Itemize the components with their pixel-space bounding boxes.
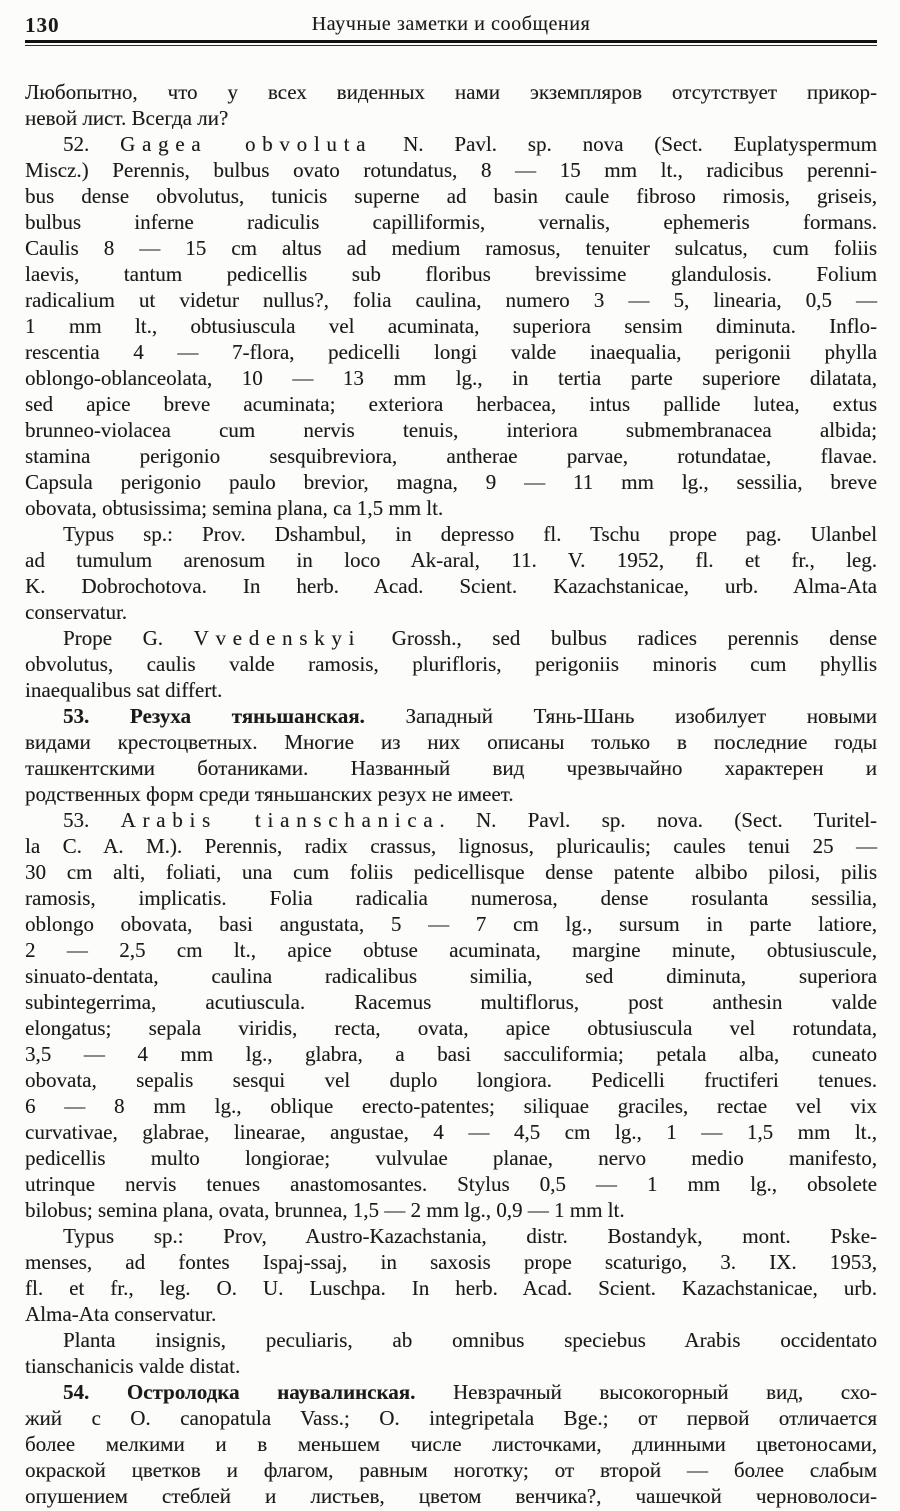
- species-authority: N. Pavl. sp. nova (Sect. Euplatyspermum: [372, 132, 878, 156]
- paragraph-53-rezukha-russian: [25, 703, 877, 807]
- text-line: Alma-Ata conservatur.: [25, 1302, 217, 1326]
- text-line: 1 mm lt., obtusiuscula vel acuminata, superiora sensim diminuta. Inflo-: [25, 314, 877, 338]
- text-line: ташкентскими ботаниками. Названный вид чрезвычайно характерен и: [25, 756, 877, 780]
- paragraph-53-arabis-tianschanica: [25, 807, 877, 1223]
- paragraph-54-ostrolodka-russian: [25, 1379, 877, 1509]
- text-line: utrinque nervis tenues anastomosantes. Stylus 0,5 — 1 mm lg., obsolete: [25, 1172, 877, 1196]
- text-line: obovata, sepalis sesqui vel duplo longiora. Pedicelli fructiferi tenues.: [25, 1068, 877, 1092]
- text-line: conservatur.: [25, 600, 128, 624]
- text-line: [25, 625, 877, 651]
- text-line: la C. A. M.). Perennis, radix crassus, lignosus, pluricaulis; caules tenui 25 —: [25, 834, 877, 858]
- paragraph-continuation: [25, 79, 877, 131]
- species-russian-name: 54. Остролодка наувалинская.: [63, 1380, 416, 1404]
- text-line: 3,5 — 4 mm lg., glabra, a basi sacculiformia; petala alba, cuneato: [25, 1042, 877, 1066]
- text-line: rescentia 4 — 7-flora, pedicelli longi valde inaequalia, perigonii phylla: [25, 340, 877, 364]
- page-header: [25, 13, 877, 35]
- text-segment: Западный Тянь-Шань изобилует новыми: [364, 704, 877, 728]
- text-line: stamina perigonio sesquibreviora, antherae parvae, rotundatae, flavae.: [25, 444, 877, 468]
- species-heading-line: [25, 1379, 877, 1405]
- species-number: 52.: [63, 132, 121, 156]
- text-line: obovata, obtusissima; semina plana, ca 1,5 mm lt.: [25, 496, 444, 520]
- species-authority: . N. Pavl. sp. nova. (Sect. Turitel-: [439, 808, 877, 832]
- text-line: K. Dobrochotova. In herb. Acad. Scient. Kazachstanicae, urb. Alma-Ata: [25, 574, 877, 598]
- text-line: Miscz.) Perennis, bulbus ovato rotundatus, 8 — 15 mm lt., radicibus perenni-: [25, 158, 877, 182]
- text-line: Любопытно, что у всех виденных нами экземпляров отсутствует прикор-: [25, 80, 877, 104]
- text-line: 2 — 2,5 cm lt., apice obtuse acuminata, margine minute, obtusiuscule,: [25, 938, 877, 962]
- text-line: окраской цветков и флагом, равным ноготку; от второй — более слабым: [25, 1458, 877, 1482]
- text-line: menses, ad fontes Ispaj-ssaj, in saxosis prope scaturigo, 3. IX. 1953,: [25, 1250, 877, 1274]
- paragraph-typus-arabis: [25, 1223, 877, 1327]
- paragraph-typus-gagea: [25, 521, 877, 625]
- paragraph-52-gagea-obvoluta: [25, 131, 877, 521]
- text-line: tianschanicis valde distat.: [25, 1354, 241, 1378]
- text-line: bus dense obvolutus, tunicis superne ad basin caule fibroso rimosis, griseis,: [25, 184, 877, 208]
- text-line: Planta insignis, peculiaris, ab omnibus speciebus Arabis occidentato: [63, 1328, 877, 1352]
- text-line: oblongo obovata, basi angustata, 5 — 7 cm lg., sursum in parte latiore,: [25, 912, 877, 936]
- paragraph-planta-insignis: [25, 1327, 877, 1379]
- text-line: laevis, tantum pedicellis sub floribus brevissime glandulosis. Folium: [25, 262, 877, 286]
- text-line: pedicellis multo longiorae; vulvulae planae, nervo medio manifesto,: [25, 1146, 877, 1170]
- text-line: видами крестоцветных. Многие из них описаны только в последние годы: [25, 730, 877, 754]
- text-line: bilobus; semina plana, ovata, brunnea, 1,5 — 2 mm lg., 0,9 — 1 mm lt.: [25, 1198, 625, 1222]
- text-line: жий с O. canopatula Vass.; O. integripetala Bge.; от первой отличается: [25, 1406, 877, 1430]
- text-line: опушением стеблей и листьев, цветом венчика?, чашечкой черноволоси-: [25, 1484, 877, 1508]
- text-segment: Невзрачный высокогорный вид, схо-: [415, 1380, 877, 1404]
- text-line: radicalium ut videtur nullus?, folia caulina, numero 3 — 5, linearia, 0,5 —: [25, 288, 877, 312]
- text-line: Typus sp.: Prov. Dshambul, in depresso fl. Tschu prope pag. Ulanbel: [63, 522, 877, 546]
- text-line: bulbus inferne radiculis capilliformis, vernalis, ephemeris formans.: [25, 210, 877, 234]
- text-line: Caulis 8 — 15 cm altus ad medium ramosus, tenuiter sulcatus, cum foliis: [25, 236, 877, 260]
- species-heading-line: [25, 703, 877, 729]
- text-line: obvolutus, caulis valde ramosis, plurifloris, perigoniis minoris cum phyllis: [25, 652, 877, 676]
- page-number: 130: [25, 13, 60, 37]
- text-line: sinuato-dentata, caulina radicalibus similia, sed diminuta, superiora: [25, 964, 877, 988]
- text-line: ad tumulum arenosum in loco Ak-aral, 11. V. 1952, fl. et fr., leg.: [25, 548, 877, 572]
- text-line: oblongo-oblanceolata, 10 — 13 mm lg., in tertia parte superiore dilatata,: [25, 366, 877, 390]
- species-russian-name: 53. Резуха тяньшанская.: [63, 704, 365, 728]
- species-heading-line: [25, 131, 877, 157]
- text-line: родственных форм среди тяньшанских резух не имеет.: [25, 782, 514, 806]
- text-line: inaequalibus sat differt.: [25, 678, 223, 702]
- text-line: более мелкими и в меньшем числе листочками, длинными цветоносами,: [25, 1432, 877, 1456]
- text-line: sed apice breve acuminata; exteriora herbacea, intus pallide lutea, extus: [25, 392, 877, 416]
- running-title: Научные заметки и сообщения: [311, 13, 591, 35]
- text-line: Capsula perigonio paulo brevior, magna, 9 — 11 mm lg., sessilia, breve: [25, 470, 877, 494]
- species-number: 53.: [63, 808, 121, 832]
- page-body-text: [25, 79, 877, 1509]
- text-line: elongatus; sepala viridis, recta, ovata, apice obtusiuscula vel rotundata,: [25, 1016, 877, 1040]
- header-rule: [25, 40, 877, 46]
- text-line: fl. et fr., leg. O. U. Luschpa. In herb. Acad. Scient. Kazachstanicae, urb.: [25, 1276, 877, 1300]
- text-line: subintegerrima, acutiuscula. Racemus multiflorus, post anthesin valde: [25, 990, 877, 1014]
- paragraph-prope-vvedenskyi: [25, 625, 877, 703]
- text-line: 6 — 8 mm lg., oblique erecto-patentes; siliquae graciles, rectae vel vix: [25, 1094, 877, 1118]
- species-latin-name: Gagea obvoluta: [120, 132, 373, 156]
- text-line: ramosis, implicatis. Folia radicalia numerosa, dense rosulanta sessilia,: [25, 886, 877, 910]
- text-segment: Grossh., sed bulbus radices perennis dense: [361, 626, 877, 650]
- species-heading-line: [25, 807, 877, 833]
- text-line: невой лист. Всегда ли?: [25, 106, 229, 130]
- species-latin-name: Vvedenskyi: [193, 626, 362, 650]
- text-line: Typus sp.: Prov, Austro-Kazachstania, distr. Bostandyk, mont. Pske-: [63, 1224, 877, 1248]
- species-latin-name: Arabis tianschanica: [120, 808, 440, 832]
- text-segment: Prope G.: [63, 626, 194, 650]
- text-line: 30 cm alti, foliati, una cum foliis pedicellisque dense patente albibo pilosi, pilis: [25, 860, 877, 884]
- text-line: brunneo-violacea cum nervis tenuis, interiora submembranacea albida;: [25, 418, 877, 442]
- text-line: curvativae, glabrae, linearae, angustae, 4 — 4,5 cm lg., 1 — 1,5 mm lt.,: [25, 1120, 877, 1144]
